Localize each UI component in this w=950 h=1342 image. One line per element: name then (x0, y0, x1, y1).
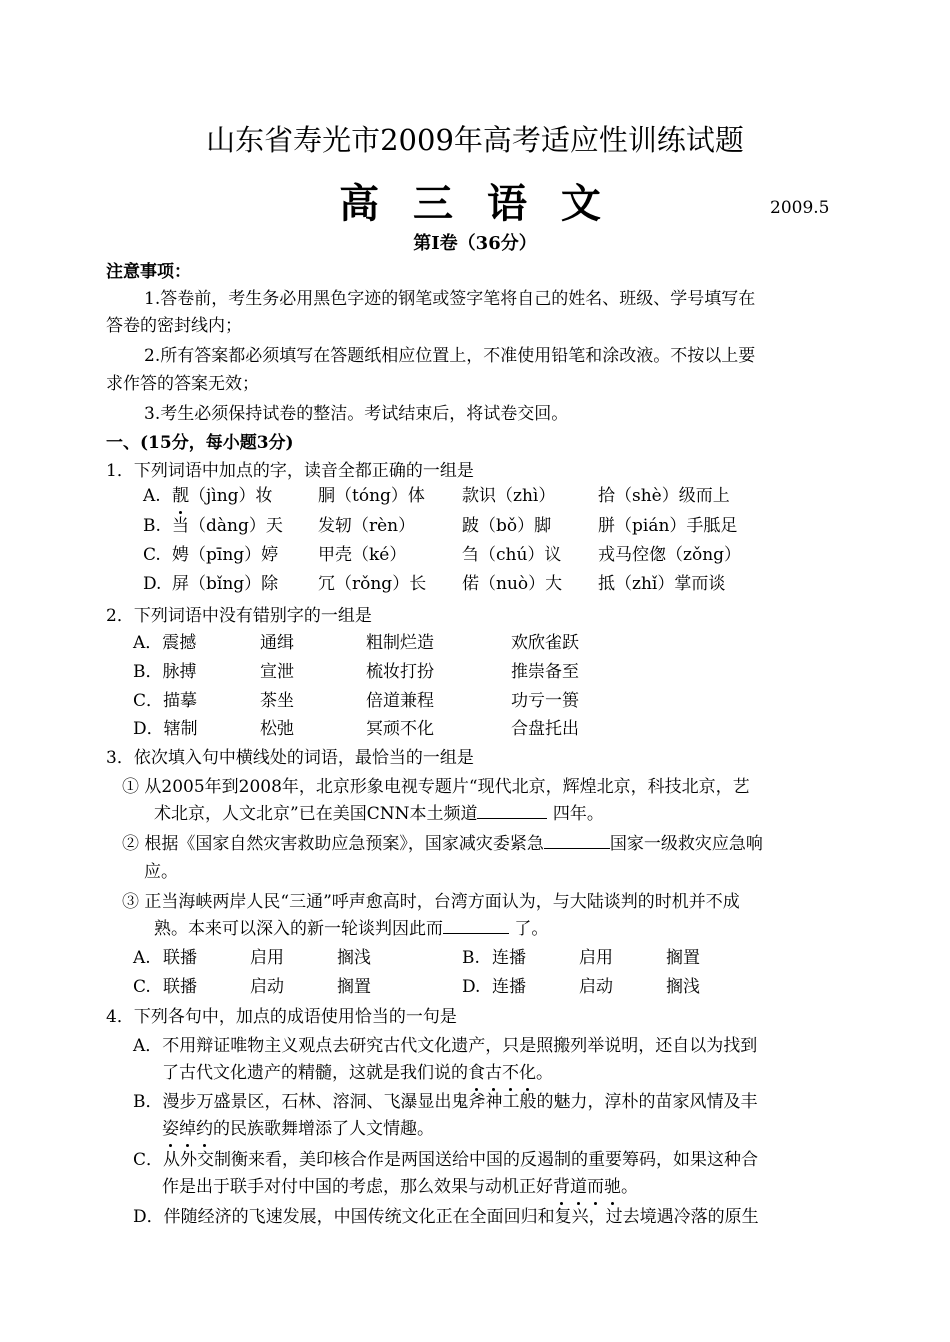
option-word-3: 刍（chú）议 (462, 545, 562, 565)
option-word-3: 搁浅 (666, 977, 700, 997)
subject-title: 高 三 语 文 (339, 180, 611, 227)
option-word-1: 联播 (163, 977, 197, 997)
option-word-2: 甲壳（ké） (318, 545, 407, 565)
option-word-2: 启动 (579, 977, 613, 997)
dotted-char: 姿 (162, 1119, 179, 1139)
option-word-3: 粗制烂造 (366, 633, 434, 653)
q3-sentence-2-text: ② 根据《国家自然灾害救助应急预案》，国家减灾委紧急 (122, 834, 544, 854)
option-label: B. (143, 516, 161, 536)
dotted-char: 古 (485, 1063, 502, 1083)
option-word-2: 启用 (579, 948, 613, 968)
note-item-2-cont: 求作答的答案无效； (106, 374, 259, 394)
option-label: B. (462, 948, 480, 968)
note-item-1-cont: 答卷的密封线内； (106, 316, 242, 336)
part-heading: 第Ⅰ卷（36分） (413, 233, 537, 254)
option-label: C. (143, 545, 161, 565)
q4-option-a-cont (162, 1061, 553, 1085)
q3-sentence-1-text-cont: 术北京，人文北京”已在美国CNN本土频道 (154, 804, 478, 824)
option-word-4: 抵（zhǐ）掌而谈 (598, 574, 726, 594)
dotted-char: 而 (587, 1177, 604, 1197)
option-label: A．震撼 (133, 633, 197, 653)
option-word-4: 胼（pián）手胝足 (598, 516, 738, 536)
option-word-3: 跛（bǒ）脚 (462, 516, 552, 536)
option-word-2: 宣泄 (260, 662, 294, 682)
question-4-stem: 4．下列各句中，加点的成语使用恰当的一句是 (106, 1007, 457, 1027)
option-label: C. (133, 977, 151, 997)
q3-sentence-2-tail: 国家一级救灾应急响 (609, 834, 763, 854)
dotted-char: 背 (553, 1177, 570, 1197)
option-label: A. (133, 948, 151, 968)
dotted-char: 绰 (179, 1119, 196, 1139)
option-word-3: 倍道兼程 (366, 691, 434, 711)
q4-option-b-cont (162, 1117, 434, 1141)
option-word-4: 戎马倥偬（zǒng） (598, 545, 742, 565)
option-label: D. (143, 574, 162, 594)
q4-option-a: A．不用辩证唯物主义观点去研究古代文化遗产，只是照搬列举说明，还自以为找到 (133, 1036, 758, 1056)
dotted-char: 靓 (172, 486, 189, 506)
option-word-1 (172, 572, 278, 596)
notes-heading: 注意事项： (106, 262, 191, 282)
q4-option-a-tail: 。 (536, 1063, 553, 1083)
dotted-char: 约 (196, 1119, 213, 1139)
dotted-idiom (468, 1063, 536, 1083)
word-text: （pīng）婷 (189, 545, 279, 565)
dotted-idiom (162, 1119, 213, 1139)
q4-option-c-text: 作是出于联手对付中国的考虑，那么效果与动机正好 (162, 1177, 553, 1197)
q3-sentence-2 (122, 832, 763, 856)
option-label: A. (143, 486, 161, 506)
option-word-3: 梳妆打扮 (366, 662, 434, 682)
exam-title: 山东省寿光市2009年高考适应性训练试题 (206, 123, 744, 157)
q3-sentence-1-text: ① 从2005年到2008年，北京形象电视专题片“现代北京，辉煌北京，科技北京，艺 (122, 777, 750, 797)
dotted-char: 化 (519, 1063, 536, 1083)
q4-option-b-tail: 的民族歌舞增添了人文情趣。 (213, 1119, 434, 1139)
option-word-3: 搁置 (666, 948, 700, 968)
answer-blank (544, 832, 610, 849)
option-word-1: 连播 (492, 977, 526, 997)
option-word-2: 茶坐 (260, 691, 294, 711)
q4-option-c: C．从外交制衡来看，美印核合作是两国送给中国的反遏制的重要筹码，如果这种合 (133, 1150, 759, 1170)
option-word-2: 通缉 (260, 633, 294, 653)
dotted-char: 驰 (604, 1177, 621, 1197)
q3-sentence-1-tail: 四年。 (547, 804, 604, 824)
word-text: （bǐng）除 (189, 574, 279, 594)
q3-sentence-1 (122, 775, 750, 799)
option-word-1 (172, 514, 283, 538)
option-word-3: 搁置 (337, 977, 371, 997)
word-text: （jìng）妆 (189, 486, 273, 506)
question-3-stem: 3．依次填入句中横线处的词语，最恰当的一组是 (106, 748, 474, 768)
option-label: D．辖制 (133, 719, 198, 739)
option-word-4: 功亏一篑 (511, 691, 579, 711)
option-word-1 (172, 484, 273, 508)
answer-blank (477, 802, 547, 819)
q4-option-c-tail: 。 (621, 1177, 638, 1197)
option-word-3: 款识（zhì） (462, 486, 556, 506)
option-word-4: 拾（shè）级而上 (598, 486, 730, 506)
word-text: （dàng）天 (189, 516, 283, 536)
q4-option-a-text: 了古代文化遗产的精髓，这就是我们说的 (162, 1063, 468, 1083)
q4-option-d: D．伴随经济的飞速发展，中国传统文化正在全面回归和复兴，过去境遇冷落的原生 (133, 1207, 759, 1227)
option-label: B．脉搏 (133, 662, 197, 682)
option-word-2: 启用 (250, 948, 284, 968)
q3-sentence-2-cont: 应。 (144, 862, 178, 882)
option-word-4: 欢欣雀跃 (511, 633, 579, 653)
answer-blank (443, 917, 509, 934)
option-word-3: 偌（nuò）大 (462, 574, 563, 594)
exam-date: 2009.5 (770, 198, 830, 218)
option-label: C．描摹 (133, 691, 198, 711)
q3-sentence-3-text: 熟。本来可以深入的新一轮谈判因此而 (154, 919, 443, 939)
dotted-idiom (553, 1177, 621, 1197)
question-2-stem: 2．下列词语中没有错别字的一组是 (106, 606, 372, 626)
option-word-1 (172, 543, 278, 567)
dotted-char: 不 (502, 1063, 519, 1083)
q3-sentence-3: ③ 正当海峡两岸人民“三通”呼声愈高时，台湾方面认为，与大陆谈判的时机并不成 (122, 892, 740, 912)
option-word-1: 联播 (163, 948, 197, 968)
option-word-2: 松弛 (260, 719, 294, 739)
note-item-1: 1.答卷前，考生务必用黑色字迹的钢笔或签字笔将自己的姓名、班级、学号填写在 (144, 289, 756, 309)
question-1-stem: 1．下列词语中加点的字，读音全都正确的一组是 (106, 461, 474, 481)
word-char: 屏 (172, 574, 189, 594)
dotted-char: 道 (570, 1177, 587, 1197)
q3-sentence-3-tail: 了。 (509, 919, 549, 939)
q3-sentence-1-cont (154, 802, 604, 826)
option-label: D. (462, 977, 481, 997)
option-word-4: 合盘托出 (511, 719, 579, 739)
note-item-3: 3.考生必须保持试卷的整洁。考试结束后，将试卷交回。 (144, 404, 569, 424)
option-word-3: 搁浅 (337, 948, 371, 968)
q3-sentence-3-cont (154, 917, 548, 941)
word-char: 娉 (172, 545, 189, 565)
dotted-char: 食 (468, 1063, 485, 1083)
word-char: 当 (172, 516, 189, 536)
q4-option-c-cont (162, 1175, 638, 1199)
option-word-3: 冥顽不化 (366, 719, 434, 739)
option-word-1: 连播 (492, 948, 526, 968)
option-word-2: 启动 (250, 977, 284, 997)
option-word-2: 发轫（rèn） (318, 516, 416, 536)
option-word-4: 推崇备至 (511, 662, 579, 682)
option-word-2: 胴（tóng）体 (318, 486, 425, 506)
option-word-2: 冗（rǒng）长 (318, 574, 427, 594)
section-1-heading: 一、(15分，每小题3分) (106, 433, 294, 453)
q4-option-b: B．漫步万盛景区，石林、溶洞、飞瀑显出鬼斧神工般的魅力，淳朴的苗家风情及丰 (133, 1092, 758, 1112)
note-item-2: 2.所有答案都必须填写在答题纸相应位置上，不准使用铅笔和涂改液。不按以上要 (144, 346, 756, 366)
